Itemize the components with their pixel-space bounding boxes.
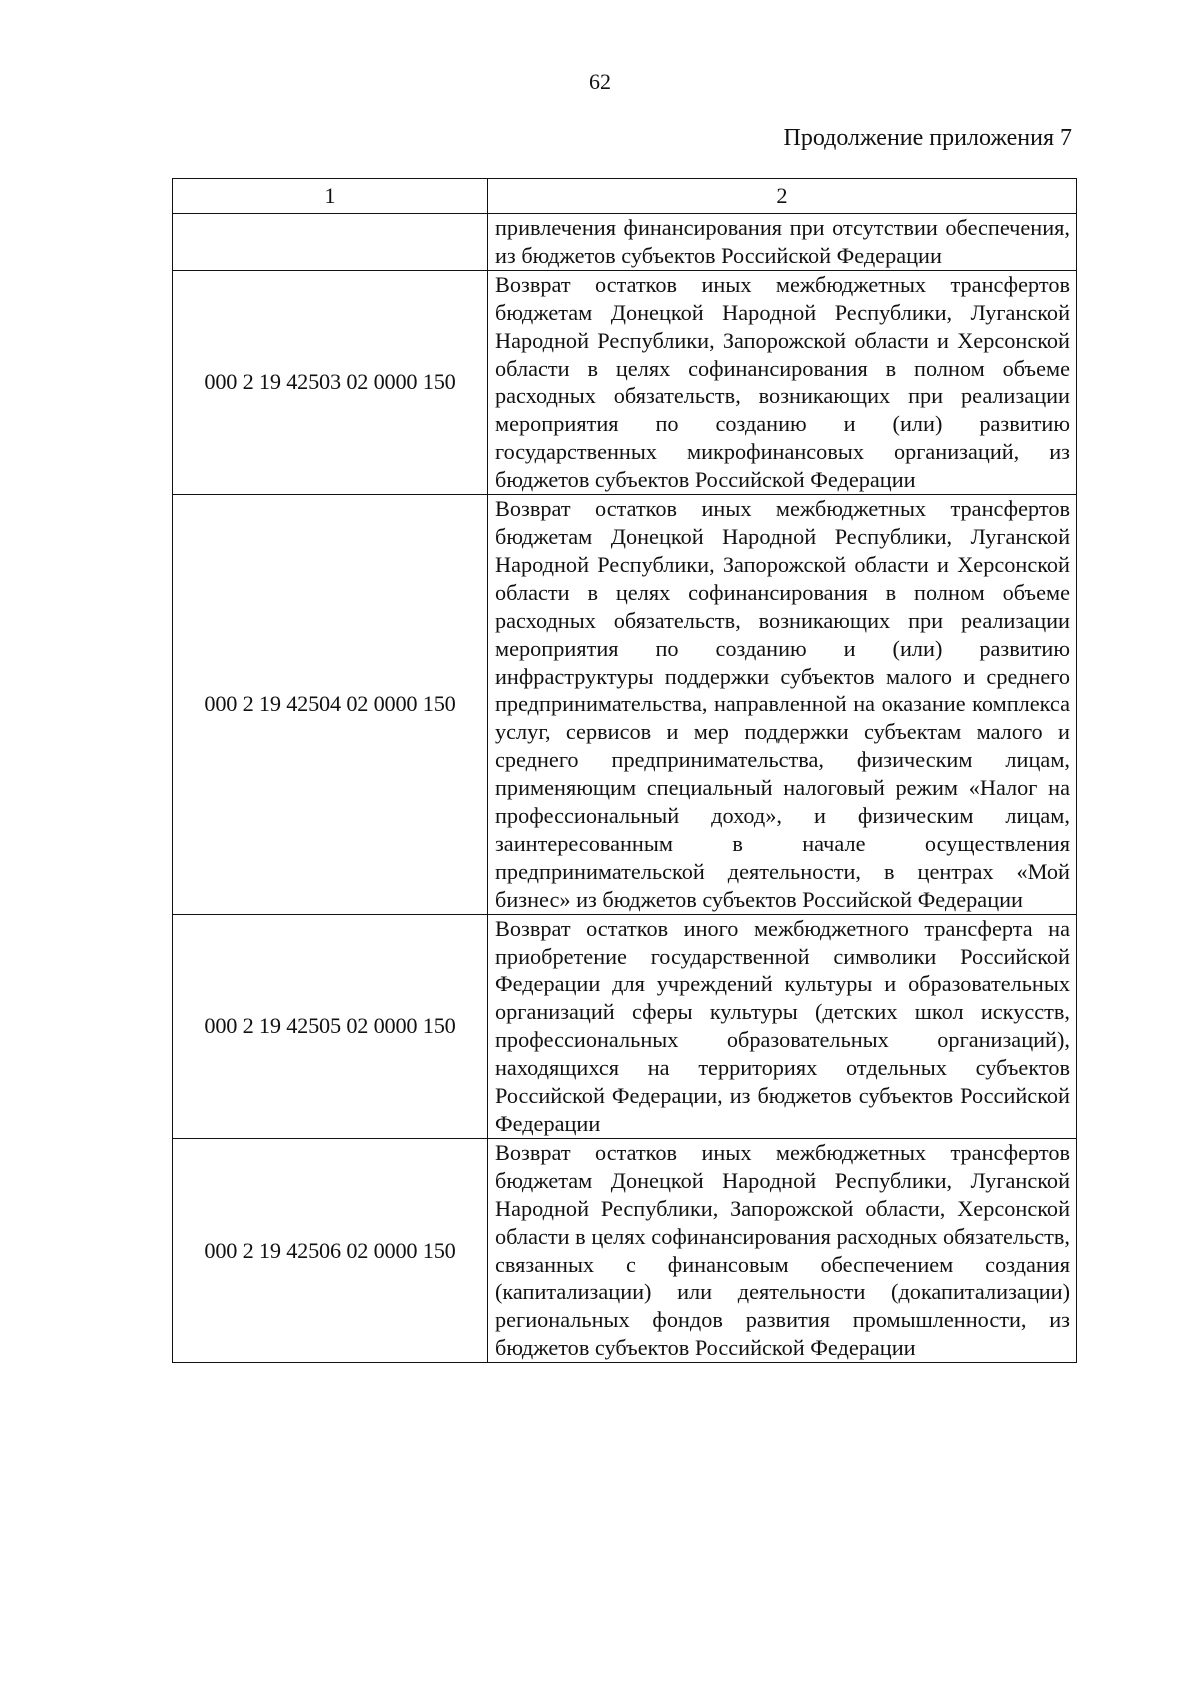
- row-description-cell: [488, 270, 1077, 494]
- table-row: [173, 270, 1077, 494]
- table-header-row: [173, 179, 1077, 214]
- column-header-2: 2: [488, 179, 1077, 214]
- table-row: [173, 1138, 1077, 1362]
- page-number: 62: [589, 69, 611, 94]
- budget-codes-table: [172, 178, 1077, 1363]
- row-code-cell: [173, 214, 488, 271]
- row-description-cell: [488, 214, 1077, 271]
- table-row: [173, 214, 1077, 271]
- row-description-text: Возврат остатков иных межбюджетных трансфертов бюджетам Донецкой Народной Республики, Луганской Народной Республики, Запорожской области и Херсонской области в целях софинансирования в полном объеме расходных обязательств, возникающих при реализации мероприятия по созданию и (или) развитию государственных микрофинансовых организаций, из бюджетов субъектов Российской Федерации: [495, 271, 1070, 493]
- column-header-1: 1: [173, 179, 488, 214]
- row-description-cell: [488, 1138, 1077, 1362]
- table-row: [173, 495, 1077, 915]
- row-code-cell: 000 2 19 42504 02 0000 150: [173, 495, 488, 915]
- row-description-text: Возврат остатков иных межбюджетных трансфертов бюджетам Донецкой Народной Республики, Луганской Народной Республики, Запорожской области и Херсонской области в целях софинансирования в полном объеме расходных обязательств, возникающих при реализации мероприятия по созданию и (или) развитию инфраструктуры поддержки субъектов малого и среднего предпринимательства, направленной на оказание комплекса услуг, сервисов и мер поддержки субъектам малого и среднего предпринимательства, физическим лицам, применяющим специальный налоговый режим «Налог на профессиональный доход», и физическим лицам, заинтересованным в начале осуществления предпринимательской деятельности, в центрах «Мой бизнес» из бюджетов субъектов Российской Федерации: [495, 496, 1070, 912]
- row-code-cell: 000 2 19 42505 02 0000 150: [173, 914, 488, 1138]
- row-description-text: привлечения финансирования при отсутствии обеспечения, из бюджетов субъектов Российской Федерации: [495, 215, 1070, 268]
- table-row: [173, 914, 1077, 1138]
- row-description-cell: [488, 495, 1077, 915]
- row-code-cell: 000 2 19 42503 02 0000 150: [173, 270, 488, 494]
- row-description-cell: [488, 914, 1077, 1138]
- row-description-text: Возврат остатков иных межбюджетных трансфертов бюджетам Донецкой Народной Республики, Луганской Народной Республики, Запорожской области, Херсонской области в целях софинансирования расходных обязательств, связанных с финансовым обеспечением создания (капитализации) или деятельности (докапитализации) региональных фондов развития промышленности, из бюджетов субъектов Российской Федерации: [495, 1139, 1070, 1361]
- continuation-caption: Продолжение приложения 7: [783, 125, 1072, 151]
- row-description-text: Возврат остатков иного межбюджетного трансферта на приобретение государственной символики Российской Федерации для учреждений культуры и образовательных организаций сферы культуры (детских школ искусств, профессиональных образовательных организаций), находящихся на территориях отдельных субъектов Российской Федерации, из бюджетов субъектов Российской Федерации: [495, 915, 1070, 1136]
- row-code-cell: 000 2 19 42506 02 0000 150: [173, 1138, 488, 1362]
